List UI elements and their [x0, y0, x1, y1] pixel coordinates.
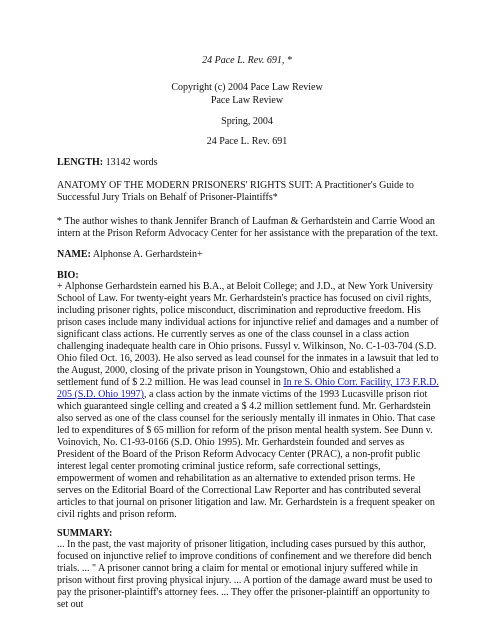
bio-text-after-link: , a class action by the inmate victims of the 1993 Lucasville prison riot which guaranteed single celling and created a $ 4.2 million settlement fund. Mr. Gerhardstein also served as one of the class counsel for the seriously mentally ill inmates in Ohio. That case led to expenditures of $ 65 million for reform of the prison mental health system. See Dunn v. Voinovich, No. C1-93-0166 (S.D. Ohio 1995). Mr. Gerhardstein founded and serves as President of the Board of the Prison Reform Advocacy Center (PRAC), a non-profit public interest legal center promoting criminal justice reform, safe correctional settings, empowerment of women and rehabilitation as an alternative to extended prison terms. He serves on the Editorial Board of the Correctional Law Reporter and has contributed several articles to that journal on prisoner litigation and law. Mr. Gerhardstein is a frequent speaker on civil rights and prison reform. — [57, 389, 436, 520]
author-note: * The author wishes to thank Jennifer Branch of Laufman & Gerhardstein and Carrie Wood an intern at the Prison Reform Advocacy Center for her assistance with the preparation of the text. — [57, 216, 438, 239]
bio-label: BIO: — [57, 270, 79, 281]
length-line — [57, 157, 440, 169]
copyright-line: Copyright (c) 2004 Pace Law Review — [171, 82, 323, 93]
name-label: NAME: — [57, 249, 91, 260]
citation: 24 Pace L. Rev. 691 — [206, 136, 288, 147]
summary-label: SUMMARY: — [57, 528, 113, 539]
length-value: 13142 words — [105, 157, 158, 168]
issue-season: Spring, 2004 — [221, 116, 273, 127]
citation-top: 24 Pace L. Rev. 691, * — [202, 55, 292, 66]
summary-text: ... In the past, the vast majority of prisoner litigation, including cases pursued by this author, focused on injunctive relief to improve conditions of confinement and we therefore did bench trials. ... " A prisoner cannot bring a claim for mental or emotional injury suffered while in prison without first proving physical injury. ... A portion of the damage award must be used to pay the prisoner-plaintiff's attorney fees. ... They offer the prisoner-plaintiff an opportunity to set out — [57, 539, 433, 610]
case-citation-link[interactable]: In re S. Ohio Corr. Facility, 173 F.R.D. 205 (S.D. Ohio 1997) — [57, 377, 439, 400]
author-name-line — [57, 249, 440, 261]
length-label: LENGTH: — [57, 157, 104, 168]
article-title: ANATOMY OF THE MODERN PRISONERS' RIGHTS SUIT: A Practitioner's Guide to Successful Jury Trials on Behalf of Prisoner-Plaintiffs* — [57, 180, 414, 203]
bio-text-before-link: + Alphonse Gerhardstein earned his B.A., at Beloit College; and J.D., at New York University School of Law. For twenty-eight years Mr. Gerhardstein's practice has focused on civil rights, including prisoner rights, police misconduct, discrimination and reproductive freedom. His prison cases include many individual actions for injunctive relief and damages and a number of significant class actions. He currently serves as one of the class counsel in a class action challenging inadequate health care in Ohio prisons. Fussyl v. Wilkinson, No. C-1-03-704 (S.D. Ohio filed Oct. 16, 2003). He also served as lead counsel for the inmates in a lawsuit that led to the August, 2000, closing of the private prison in Youngstown, Ohio and established a settlement fund of $ 2.2 million. He was lead counsel in — [57, 281, 439, 388]
journal-name: Pace Law Review — [210, 95, 284, 106]
author-name: Alphonse A. Gerhardstein+ — [92, 249, 203, 260]
bio-text — [57, 281, 440, 521]
